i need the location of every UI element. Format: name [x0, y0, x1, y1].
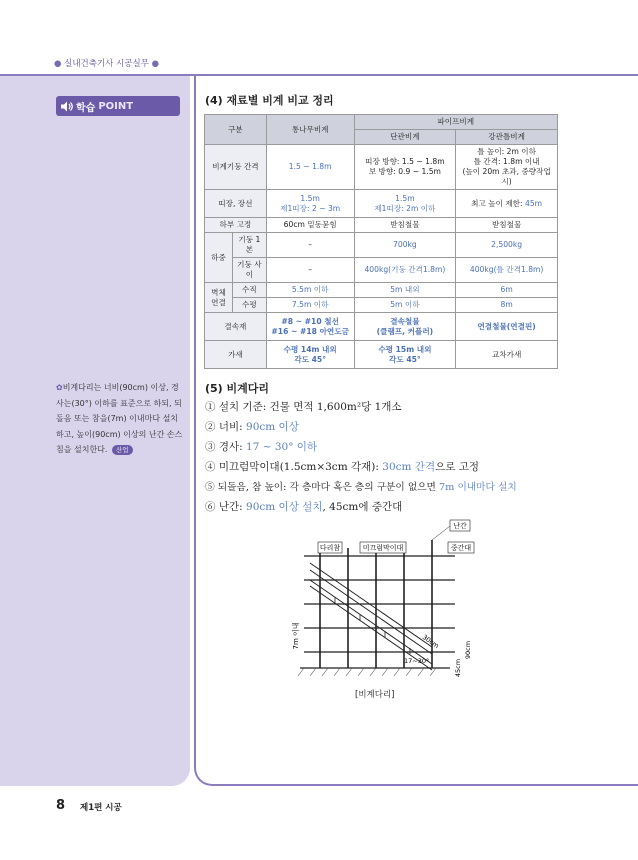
cell: 1.5 ~ 1.8m	[266, 145, 354, 190]
item-number: ③	[205, 441, 216, 453]
list-item	[205, 499, 402, 514]
item-highlight: 7m 이내마다 설치	[439, 482, 517, 493]
label-midrail: 중간대	[450, 544, 472, 552]
item-highlight: 17 ~ 30° 이하	[246, 441, 318, 453]
header-frame: 강관틀비계	[456, 130, 558, 145]
cell-line: 수평 15m 내외	[378, 344, 432, 354]
list-item	[205, 479, 517, 493]
row-label: 가새	[205, 341, 267, 369]
item-text: 설치 기준: 건물 면적 1,600m²당 1개소	[218, 401, 402, 413]
header-wood: 통나무비계	[266, 115, 354, 145]
cell-line: 제1띠장: 2m 이하	[374, 203, 436, 213]
row-label: 수직	[232, 283, 266, 298]
cell: 받침철물	[456, 218, 558, 233]
table-row	[205, 218, 558, 233]
flower-icon: ✿	[56, 383, 63, 392]
item-text: 너비:	[218, 421, 243, 433]
row-group: 하중	[205, 233, 233, 283]
header-category: 구분	[205, 115, 267, 145]
header-single: 단관비계	[354, 130, 456, 145]
table-row	[205, 313, 558, 341]
item-highlight: 30cm 간격	[382, 461, 436, 473]
label-height: 7m 이내	[292, 622, 300, 650]
item-number: ⑤	[205, 482, 215, 493]
list-item	[205, 419, 299, 434]
cell: 받침철물	[354, 218, 456, 233]
row-label: 띠장, 장선	[205, 190, 267, 218]
cell-line: 최고 높이 제한:	[471, 198, 523, 208]
item-highlight: 90cm 이상 설치	[246, 501, 323, 513]
row-label: 비계기둥 간격	[205, 145, 267, 190]
row-label: 기둥 1본	[232, 233, 266, 258]
cell: 8m	[456, 298, 558, 313]
cell: 400kg(기둥 간격1.8m)	[354, 258, 456, 283]
row-label: 결속재	[205, 313, 267, 341]
speaker-icon	[56, 96, 76, 116]
item-text: 경사:	[218, 441, 243, 453]
cell-line: 제1띠장: 2 ~ 3m	[280, 203, 341, 213]
section4-title: (4) 재료별 비계 비교 정리	[205, 94, 334, 107]
cell: 5m 이하	[354, 298, 456, 313]
item-number: ②	[205, 421, 216, 433]
row-label: 하부 고정	[205, 218, 267, 233]
cell-line: 틀 높이: 2m 이하	[477, 147, 536, 156]
item-highlight: 90cm 이상	[246, 421, 299, 433]
running-head: ● 실내건축기사 시공실무 ●	[54, 59, 160, 69]
list-item	[205, 399, 402, 414]
label-landing: 다리참	[319, 544, 341, 552]
cell: 교차가새	[456, 341, 558, 369]
cell-line: 보 방향: 0.9 ~ 1.5m	[368, 167, 441, 176]
page-number: 8	[56, 798, 66, 813]
row-group: 벽체 연결	[205, 283, 233, 313]
cell: 400kg(틀 간격1.8m)	[456, 258, 558, 283]
item-text: 난간:	[218, 501, 243, 513]
item-text: , 45cm에 중간대	[322, 501, 403, 513]
row-label: 기둥 사이	[232, 258, 266, 283]
item-number: ①	[205, 401, 216, 413]
table-row	[205, 233, 558, 258]
cell-line: 각도 45°	[294, 354, 327, 364]
list-item	[205, 439, 317, 454]
cell-line: 수평 14m 내외	[283, 344, 337, 354]
cell: 700kg	[354, 233, 456, 258]
table-row	[205, 283, 558, 298]
cell-line: 1.5m	[395, 193, 415, 203]
table-row	[205, 341, 558, 369]
figure-caption: [비계다리]	[355, 690, 395, 700]
cell-line: 1.5m	[300, 193, 320, 203]
table-row	[205, 258, 558, 283]
learning-point-badge	[56, 96, 180, 116]
cell: –	[266, 233, 354, 258]
cell: 연결철물(연결핀)	[456, 313, 558, 341]
cell-line: #8 ~ #10 철선	[281, 316, 339, 326]
point-label-en: POINT	[98, 100, 134, 112]
label-antislip: 미끄럼막이대	[362, 544, 404, 552]
cell: 5.5m 이하	[266, 283, 354, 298]
cell: 6m	[456, 283, 558, 298]
cell: –	[266, 258, 354, 283]
label-rail: 난간	[453, 522, 467, 530]
industry-tag: 산업	[112, 445, 133, 455]
cell-line: 각도 45°	[389, 354, 421, 364]
side-note-text: 비계다리는 너비(90cm) 이상, 경사는(30°) 이하를 표준으로 하되, 되돌음 또는 참을(7m) 이내마다 설치하고, 높이(90cm) 이상의 난간 손스침을 설치한다.	[56, 383, 183, 454]
table-row	[205, 145, 558, 190]
cell-line: 결속철물	[390, 316, 420, 326]
comparison-table	[204, 114, 558, 369]
section5-title: (5) 비계다리	[205, 382, 270, 395]
row-label: 수평	[232, 298, 266, 313]
side-note	[56, 380, 184, 458]
point-label: 학습	[76, 102, 96, 114]
item-text: 미끄럼막이대(1.5cm×3cm 각재):	[218, 461, 379, 473]
cell-line: (클램프, 커플러)	[376, 326, 434, 336]
cell: 7.5m 이하	[266, 298, 354, 313]
item-text: 으로 고정	[435, 461, 480, 473]
header-pipe: 파이프비계	[354, 115, 557, 130]
scaffold-ladder-figure	[290, 518, 490, 688]
cell: 60cm 밑동묻힘	[266, 218, 354, 233]
cell: 2,500kg	[456, 233, 558, 258]
label-30cm: 30cm	[420, 633, 441, 651]
running-head-text: 실내건축기사 시공실무	[64, 59, 149, 69]
footer-text: 제1편 시공	[80, 803, 122, 813]
cell-line: 틀 간격: 1.8m 이내	[473, 157, 540, 166]
cell-line: (높이 20m 초과, 중량작업 시)	[462, 167, 551, 186]
cell-line: #16 ~ #18 아연도금	[271, 326, 349, 336]
item-number: ④	[205, 461, 216, 473]
item-text: 되돌음, 참 높이: 각 층마다 혹은 층의 구분이 없으면	[217, 482, 436, 493]
item-number: ⑥	[205, 501, 216, 513]
label-90cm: 90cm	[464, 640, 472, 660]
table-row	[205, 190, 558, 218]
label-45cm: 45cm	[454, 658, 462, 678]
cell-line: 띠장 방향: 1.5 ~ 1.8m	[365, 157, 445, 166]
label-angle: 17~30°	[404, 657, 430, 665]
list-item	[205, 459, 479, 474]
cell: 5m 내외	[354, 283, 456, 298]
table-row	[205, 298, 558, 313]
cell-value: 45m	[525, 198, 543, 208]
